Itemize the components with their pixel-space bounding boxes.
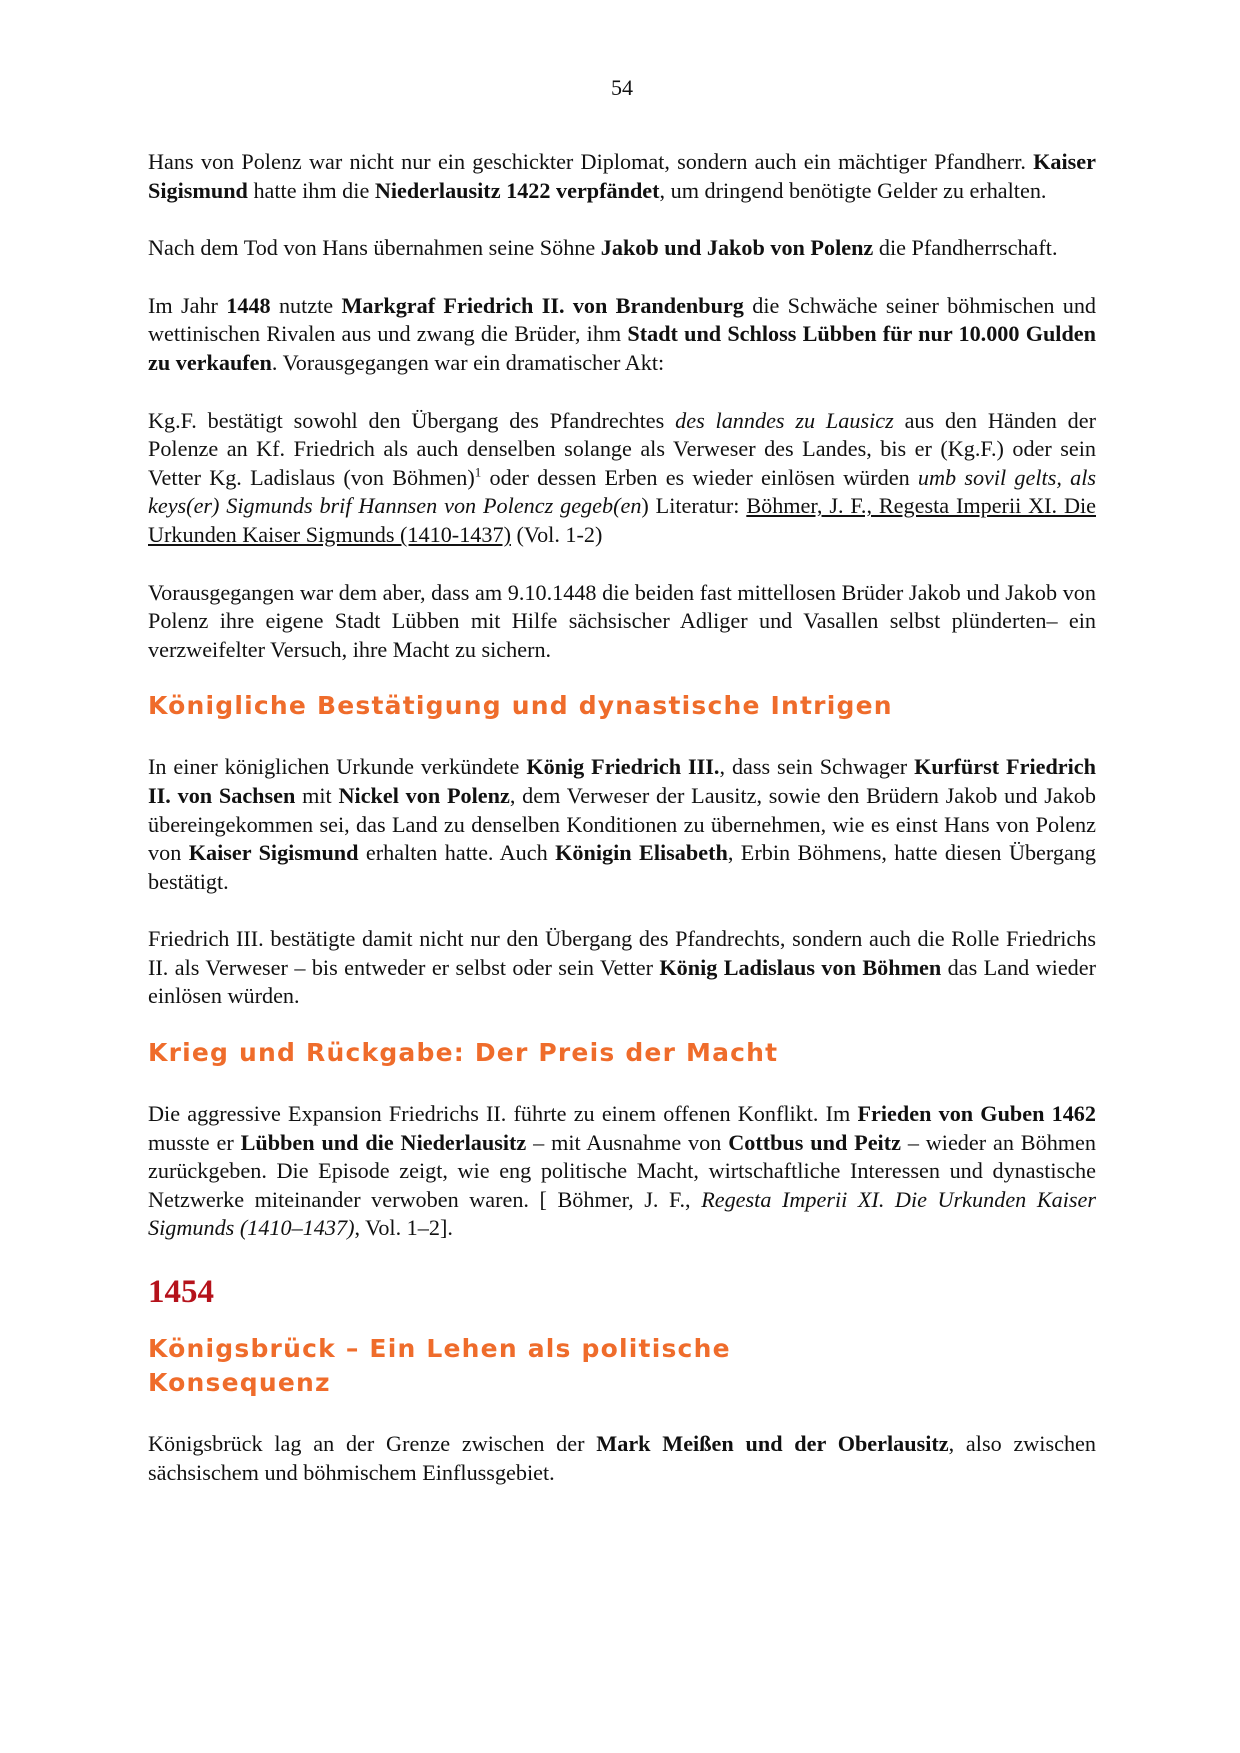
bold-run: Niederlausitz 1422 verpfändet	[374, 177, 660, 203]
paragraph-urkunde	[148, 753, 1096, 896]
bold-run: Kaiser Sigismund	[148, 149, 1096, 203]
text-run: das Land wieder einlösen würden.	[148, 954, 1096, 1009]
text-run: (Vol. 1-2)	[510, 521, 603, 547]
text-run: In einer königlichen Urkunde verkündete	[148, 754, 527, 780]
text-run: , also zwischen sächsischem und böhmischem Einflussgebiet.	[148, 1431, 1096, 1485]
bold-run: Cottbus und Peitz	[728, 1129, 901, 1155]
text-run: Die aggressive Expansion Friedrichs II. führte zu einem offenen Konflikt. Im	[148, 1101, 858, 1127]
text-run: hatte ihm die	[247, 177, 375, 203]
text-run: , Erbin Böhmens, hatte diesen Übergang bestätigt.	[148, 840, 1097, 894]
text-run: Vorausgegangen war dem aber, dass am 9.10.1448 die beiden fast mittellosen Brüder Jakob und Jakob von Polenz ihre eigene Stadt Lübben mit Hilfe sächsischer Adliger und Vasallen selbst plünderten– ein verzweifelter Versuch, ihre Macht zu sichern.	[148, 579, 1096, 662]
text-run: ) Literatur:	[641, 493, 747, 519]
text-run: Im Jahr	[148, 292, 227, 318]
bold-run: König Ladislaus von Böhmen	[659, 954, 942, 980]
text-run: oder dessen Erben es wieder einlösen würden	[481, 464, 918, 490]
footnote-marker[interactable]: 1	[474, 464, 482, 480]
bold-run: Nickel von Polenz	[338, 782, 510, 808]
section-heading-koenigliche-bestaetigung: Königliche Bestätigung und dynastische Intrigen	[148, 691, 893, 721]
paragraph-verweser	[148, 925, 1096, 1011]
paragraph-1448	[148, 292, 1096, 378]
bold-run: Jakob und Jakob von Polenz	[600, 235, 874, 261]
bold-run: Markgraf Friedrich II. von Brandenburg	[341, 292, 744, 318]
paragraph-frieden-von-guben	[148, 1100, 1096, 1243]
section-heading-koenigsbrueck: Königsbrück – Ein Lehen als politische Konsequenz	[148, 1334, 731, 1398]
text-run: erhalten hatte. Auch	[358, 840, 556, 866]
paragraph-pluenderung	[148, 579, 1096, 665]
text-run: aus den Händen der Polenze an Kf. Friedrich als auch denselben solange als Verweser des Landes, bis er (Kg.F.) oder sein Vetter Kg. Ladislaus (von Böhmen)	[148, 407, 1096, 490]
text-run: , um dringend benötigte Gelder zu erhalten.	[659, 177, 1047, 203]
text-run: nutzte	[270, 292, 342, 318]
text-run: Nach dem Tod von Hans übernahmen seine Söhne	[148, 235, 601, 261]
bold-run: Stadt und Schloss Lübben für nur 10.000 Gulden zu verkaufen	[148, 321, 1096, 375]
text-run: . Vorausgegangen war ein dramatischer Akt:	[271, 349, 665, 375]
section-heading-krieg-und-rueckgabe: Krieg und Rückgabe: Der Preis der Macht	[148, 1038, 779, 1068]
text-run: – wieder an Böhmen zurückgeben. Die Episode zeigt, wie eng politische Macht, wirtschaftliche Interessen und dynastische Netzwerke miteinander verwoben waren. [ Böhmer, J. F.,	[148, 1129, 1096, 1212]
paragraph-soehne	[148, 234, 1096, 263]
text-run: , Vol. 1–2].	[354, 1215, 453, 1241]
bold-run: Kurfürst Friedrich II. von Sachsen	[148, 754, 1096, 808]
paragraph-pfandherr	[148, 148, 1096, 205]
bold-run: 1448	[226, 292, 271, 318]
italic-run: des lanndes zu Lausicz	[675, 407, 894, 433]
bold-run: Mark Meißen und der Oberlausitz	[596, 1431, 949, 1457]
bold-run: König Friedrich III.	[526, 754, 720, 780]
literature-link[interactable]: Böhmer, J. F., Regesta Imperii XI. Die Urkunden Kaiser Sigmunds (1410-1437)	[148, 493, 1096, 547]
text-run: Kg.F. bestätigt sowohl den Übergang des Pfandrechtes	[148, 407, 676, 433]
paragraph-koenigsbrueck	[148, 1430, 1096, 1487]
bold-run: Königin Elisabeth	[555, 840, 728, 866]
text-run: , dass sein Schwager	[719, 754, 915, 780]
text-run: , dem Verweser der Lausitz, sowie den Brüdern Jakob und Jakob übereingekommen sei, das Land zu denselben Konditionen zu übernehmen, wie es einst Hans von Polenz von	[148, 782, 1096, 866]
text-run: musste er	[148, 1129, 241, 1155]
italic-run: Regesta Imperii XI. Die Urkunden Kaiser Sigmunds (1410–1437)	[148, 1186, 1096, 1241]
page-number: 54	[611, 75, 633, 100]
year-heading: 1454	[148, 1274, 214, 1311]
text-run: die Schwäche seiner böhmischen und wettinischen Rivalen aus und zwang die Brüder, ihm	[148, 292, 1097, 347]
italic-run: umb sovil gelts, als keys(er) Sigmunds brif Hannsen von Polencz gegeb(en	[148, 464, 1096, 519]
text-run: – mit Ausnahme von	[526, 1129, 729, 1155]
bold-run: Kaiser Sigismund	[188, 840, 359, 866]
bold-run: Frieden von Guben 1462	[857, 1101, 1096, 1127]
text-run: die Pfandherrschaft.	[873, 235, 1058, 261]
paragraph-kg-f	[148, 407, 1096, 550]
text-run: mit	[295, 782, 339, 808]
text-run: Königsbrück lag an der Grenze zwischen der	[148, 1431, 597, 1457]
page-body	[148, 148, 1096, 1487]
text-run: Hans von Polenz war nicht nur ein geschickter Diplomat, sondern auch ein mächtiger Pfandherr.	[148, 149, 1034, 174]
bold-run: Lübben und die Niederlausitz	[240, 1129, 527, 1155]
text-run: Friedrich III. bestätigte damit nicht nur den Übergang des Pfandrechts, sondern auch die Rolle Friedrichs II. als Verweser – bis entweder er selbst oder sein Vetter	[148, 926, 1096, 980]
